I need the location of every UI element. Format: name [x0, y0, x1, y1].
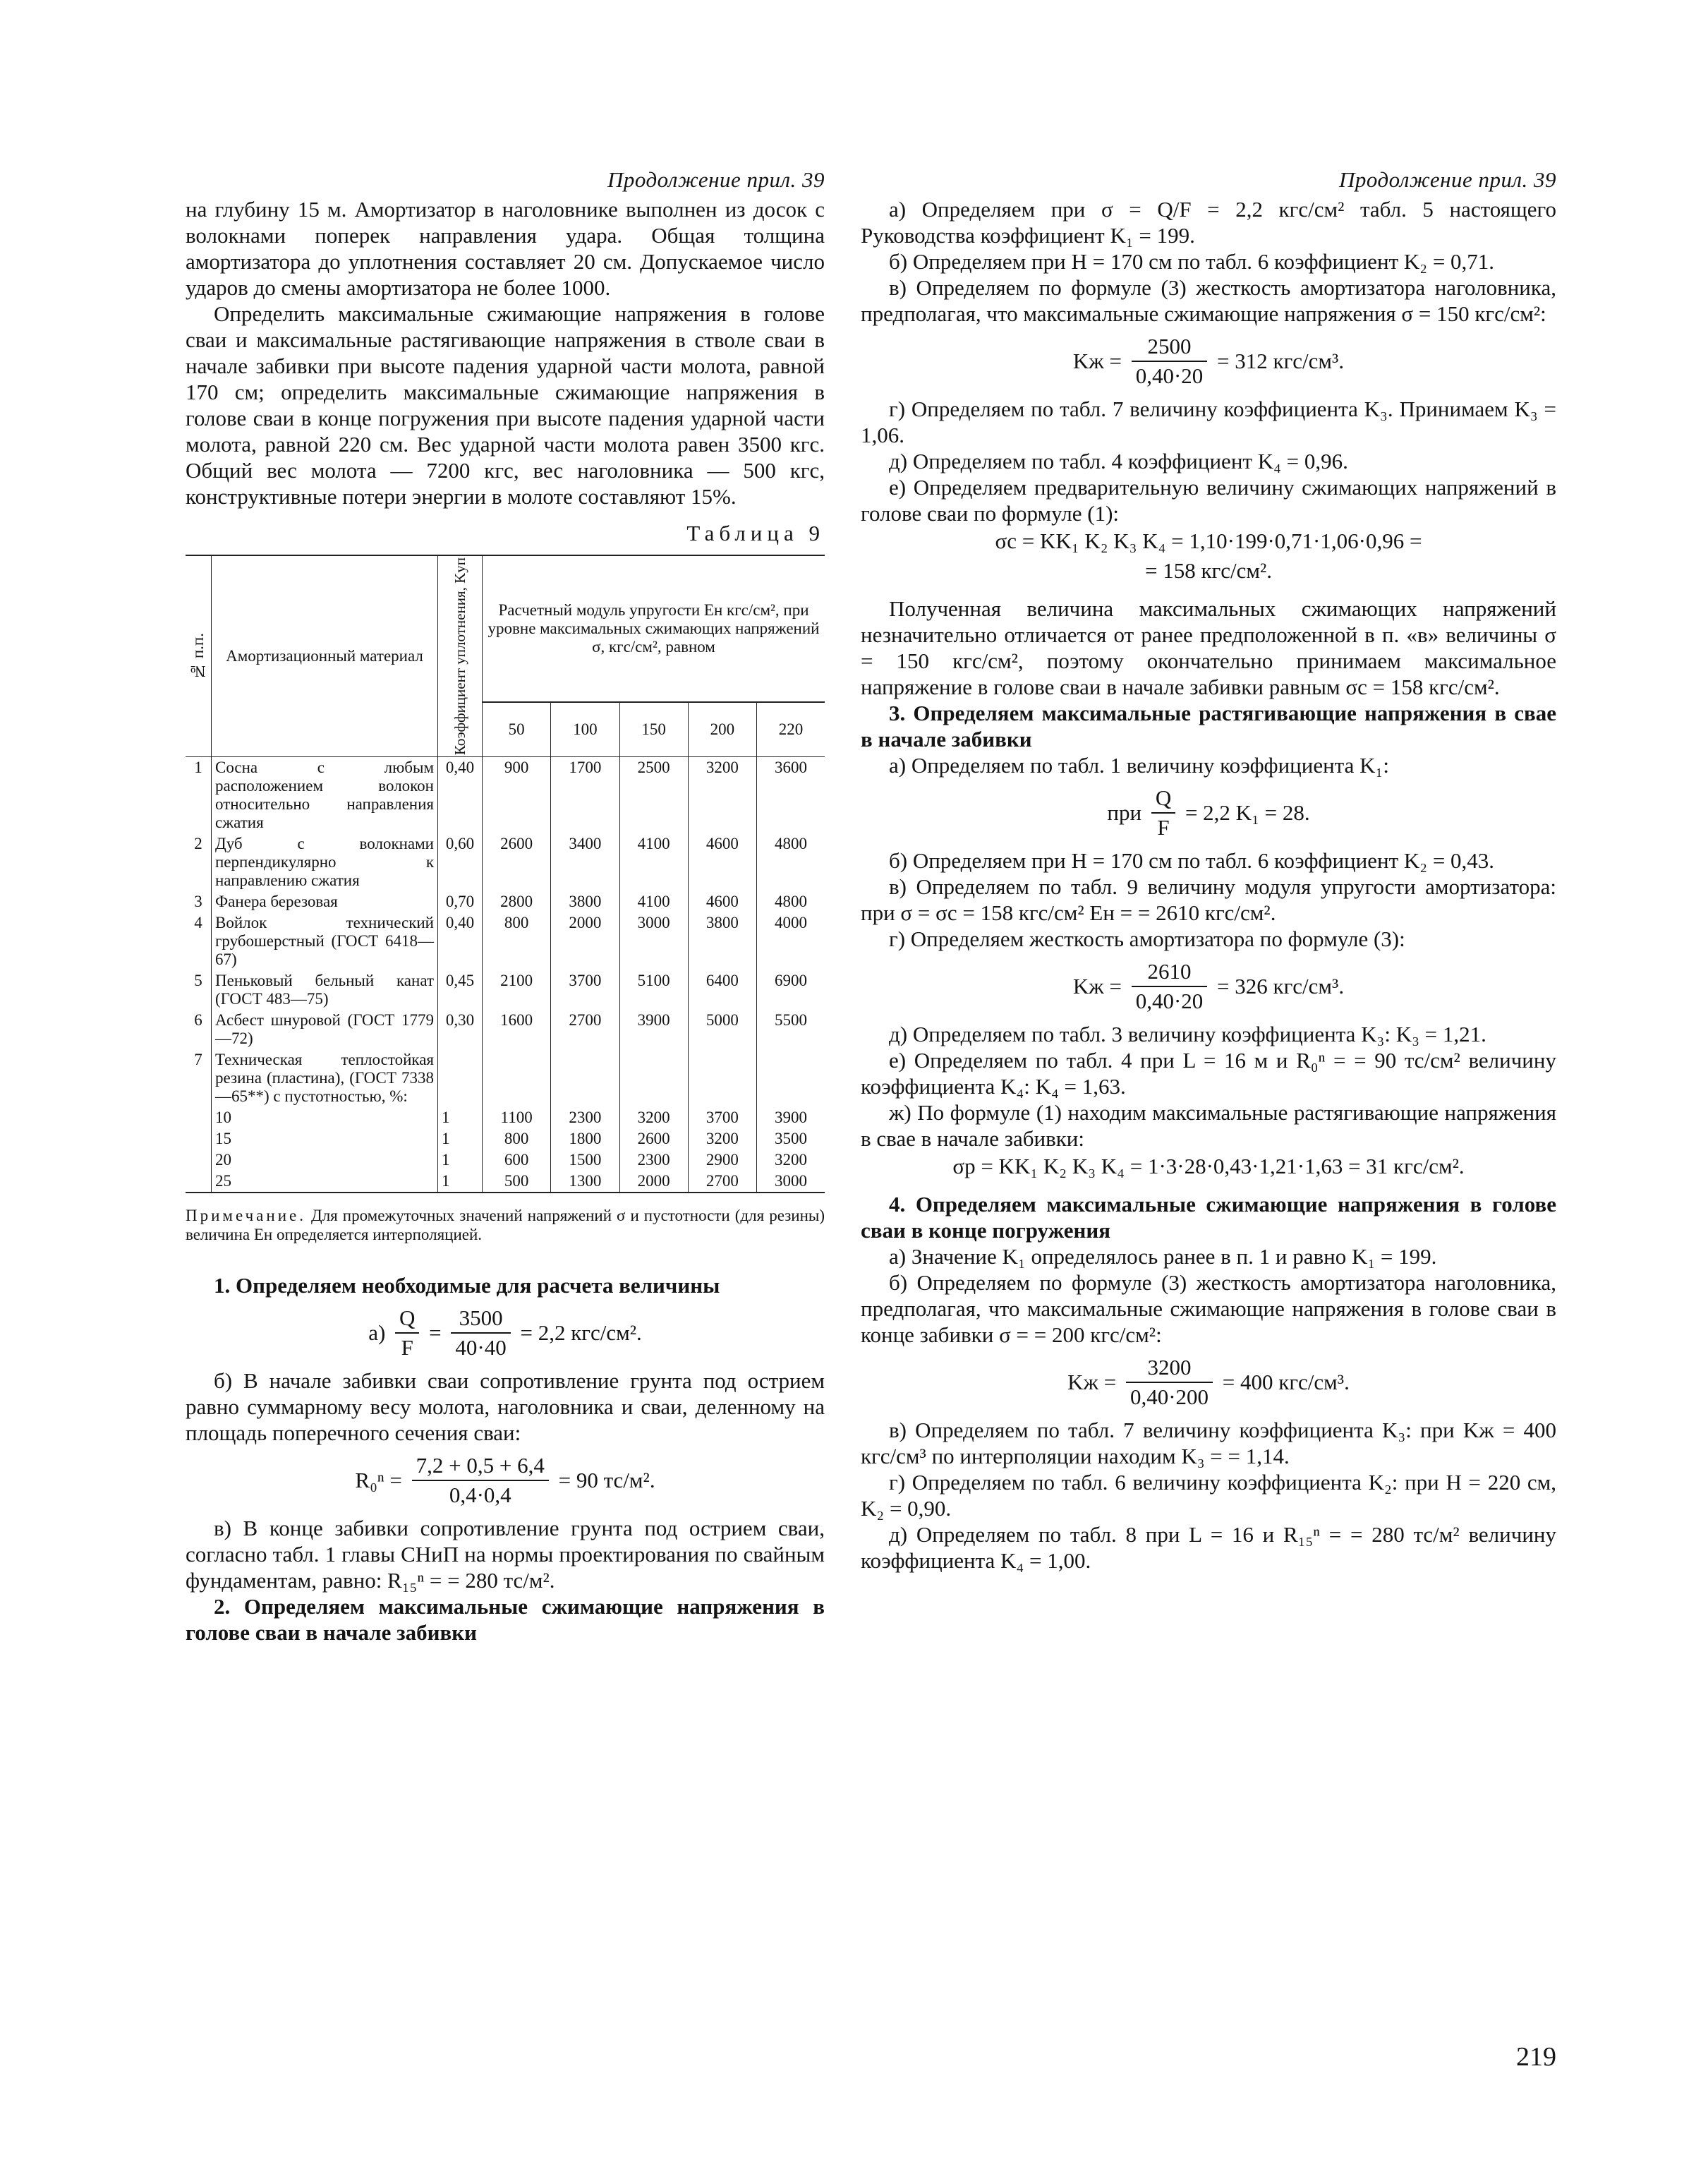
- value-cell: 1600: [483, 1010, 551, 1049]
- table-row: [186, 1149, 825, 1171]
- value-cell: 1800: [551, 1128, 619, 1149]
- value-cell: 800: [483, 912, 551, 970]
- value-cell: 3700: [688, 1107, 756, 1128]
- row-number: 6: [186, 1010, 212, 1049]
- paragraph: б) В начале забивки сваи сопротивление грунта под острием равно суммарному весу молота, наголовника и сваи, деленному на площадь поперечного сечения сваи:: [186, 1368, 825, 1446]
- formula-result: = 2,2 K₁ = 28.: [1185, 800, 1310, 825]
- value-cell: 6400: [688, 970, 756, 1010]
- value-cell: 2100: [483, 970, 551, 1010]
- equation-sigma-c: σc = KK₁ K₂ K₃ K₄ = 1,10·199·0,71·1,06·0,96 =: [995, 529, 1422, 553]
- kup-cell: 0,60: [438, 833, 483, 891]
- row-number: 4: [186, 912, 212, 970]
- table-title: Таблица 9: [686, 521, 825, 545]
- formula-result: = 326 кгс/см³.: [1217, 974, 1345, 998]
- material-cell: Дуб с волокнами перпендикулярно к направлению сжатия: [212, 833, 438, 891]
- value-cell: 6900: [757, 970, 825, 1010]
- material-cell: Войлок технический грубошерстный (ГОСТ 6418—67): [212, 912, 438, 970]
- formula-lhs: R₀ⁿ =: [355, 1468, 402, 1493]
- note-text: Для промежуточных значений напряжений σ и пустотности (для резины) величина Eн определяется интерполяцией.: [186, 1207, 825, 1244]
- kup-cell: 0,45: [438, 970, 483, 1010]
- kup-cell: 0,40: [438, 912, 483, 970]
- table-row: [186, 1010, 825, 1049]
- paragraph: а) Определяем по табл. 1 величину коэффициента K₁:: [889, 753, 1389, 778]
- table-row: [186, 891, 825, 912]
- running-header-right: Продолжение прил. 39: [1339, 167, 1556, 192]
- value-cell: 3000: [619, 912, 688, 970]
- value-cell: 3000: [757, 1171, 825, 1193]
- value-cell: 600: [483, 1149, 551, 1171]
- value-cell: 4100: [619, 833, 688, 891]
- row-number: 7: [186, 1049, 212, 1107]
- material-cell: Пеньковый бельный канат (ГОСТ 483—75): [212, 970, 438, 1010]
- table-row: [186, 1171, 825, 1193]
- fraction: $\frac{3200}{0,40\cdot 200}$: [1126, 1355, 1213, 1410]
- value-cell: 4800: [757, 833, 825, 891]
- kup-cell: 1: [438, 1128, 483, 1149]
- formula-result: = 400 кгс/см³.: [1222, 1370, 1350, 1394]
- stress-level-header: 200: [688, 702, 756, 757]
- left-column: [186, 168, 825, 1646]
- paragraph: г) Определяем жесткость амортизатора по формуле (3):: [889, 926, 1405, 951]
- porosity-cell: 10: [212, 1107, 438, 1128]
- fraction: $\frac{Q}{F}$: [1151, 785, 1175, 840]
- col-header-number: [186, 555, 212, 757]
- value-cell: 2600: [483, 833, 551, 891]
- value-cell: 5100: [619, 970, 688, 1010]
- formula-q-over-f: а) $\frac{Q}{F}$ = $\frac{3500}{40\cdot 40}$ = 2,2 кгс/см².: [368, 1305, 642, 1360]
- paragraph: д) Определяем по табл. 3 величину коэффициента K₃: K₃ = 1,21.: [889, 1022, 1486, 1046]
- row-number: 1: [186, 757, 212, 834]
- right-column: [861, 168, 1556, 1574]
- value-cell: 3700: [551, 970, 619, 1010]
- section-heading-3: 3. Определяем максимальные растягивающие напряжения в свае в начале забивки: [861, 701, 1556, 751]
- section-heading-1: 1. Определяем необходимые для расчета величины: [214, 1273, 720, 1298]
- col-header-kup-text: Коэффициент уплотнения, Kуп: [452, 557, 468, 756]
- fraction: $\frac{2610}{0,40\cdot 20}$: [1132, 959, 1208, 1014]
- table-row: [186, 757, 825, 834]
- equation-sigma-p: σр = KK₁ K₂ K₃ K₄ = 1·3·28·0,43·1,21·1,63 = 31 кгс/см².: [952, 1154, 1465, 1178]
- paragraph: б) Определяем по формуле (3) жесткость амортизатора наголовника, предполагая, что максимальные сжимающие напряжения в голове сваи в конце забивки σ = = 200 кгс/см²:: [861, 1270, 1556, 1347]
- paragraph: д) Определяем по табл. 4 коэффициент K₄ = 0,96.: [889, 449, 1348, 473]
- formula-result: = 312 кгс/см³.: [1217, 349, 1345, 373]
- value-cell: 3200: [688, 757, 756, 834]
- table-row: [186, 912, 825, 970]
- page-number: 219: [1516, 2042, 1556, 2072]
- porosity-cell: 20: [212, 1149, 438, 1171]
- value-cell: 3200: [619, 1107, 688, 1128]
- value-cell: 4600: [688, 891, 756, 912]
- value-cell: 2000: [551, 912, 619, 970]
- table-row: [186, 1049, 825, 1107]
- fraction: $\frac{3500}{40\cdot 40}$: [451, 1305, 510, 1360]
- porosity-cell: 25: [212, 1171, 438, 1193]
- value-cell: 3200: [688, 1128, 756, 1149]
- value-cell: 4100: [619, 891, 688, 912]
- porosity-cell: 15: [212, 1128, 438, 1149]
- table-9: [186, 555, 825, 1193]
- value-cell: 800: [483, 1128, 551, 1149]
- section-heading-2: 2. Определяем максимальные сжимающие напряжения в голове сваи в начале забивки: [186, 1594, 825, 1646]
- paragraph: а) Значение K₁ определялось ранее в п. 1 и равно K₁ = 199.: [889, 1244, 1437, 1269]
- kup-cell: 1: [438, 1107, 483, 1128]
- value-cell: 3500: [757, 1128, 825, 1149]
- paragraph: Полученная величина максимальных сжимающих напряжений незначительно отличается от ранее предположенной в п. «в» величины σ = 150 кгс/см², поэтому окончательно принимаем максимальное напряжение в голове сваи в начале забивки равным σc = 158 кгс/см².: [861, 596, 1556, 699]
- formula-r0: [186, 1453, 825, 1508]
- value-cell: 3200: [757, 1149, 825, 1171]
- paragraph: д) Определяем по табл. 8 при L = 16 и R₁₅ⁿ = = 280 тс/м² величину коэффициента K₄ = 1,00.: [861, 1522, 1556, 1573]
- material-cell: Сосна с любым расположением волокон относительно направления сжатия: [212, 757, 438, 834]
- value-cell: 3400: [551, 833, 619, 891]
- kup-cell: 0,40: [438, 757, 483, 834]
- table-row: [186, 1107, 825, 1128]
- value-cell: 2500: [619, 757, 688, 834]
- value-cell: 1500: [551, 1149, 619, 1171]
- paragraph: в) Определяем по табл. 9 величину модуля упругости амортизатора: при σ = σc = 158 кгс/см² Eн = = 2610 кгс/см².: [861, 874, 1556, 925]
- value-cell: 1700: [551, 757, 619, 834]
- formula-label: а): [368, 1320, 386, 1346]
- value-cell: 2300: [619, 1149, 688, 1171]
- paragraph: в) В конце забивки сопротивление грунта под острием сваи, согласно табл. 1 главы СНиП на нормы проектирования по свайным фундаментам, равно: R₁₅ⁿ = = 280 тс/м².: [186, 1516, 825, 1593]
- value-cell: 2600: [619, 1128, 688, 1149]
- kup-cell: 0,70: [438, 891, 483, 912]
- stress-level-header: 50: [483, 702, 551, 757]
- stress-level-header: 150: [619, 702, 688, 757]
- formula-result: = 90 тс/м².: [558, 1468, 655, 1493]
- table-row: [186, 833, 825, 891]
- table-row: [186, 1128, 825, 1149]
- value-cell: 5500: [757, 1010, 825, 1049]
- value-cell: 1300: [551, 1171, 619, 1193]
- fraction: $\frac{2500}{0,40\cdot 20}$: [1132, 334, 1208, 389]
- paragraph: а) Определяем при σ = Q/F = 2,2 кгс/см² табл. 5 настоящего Руководства коэффициент K₁ = 199.: [861, 197, 1556, 248]
- formula-kzh-1: [861, 334, 1556, 389]
- formula-k1: [861, 785, 1556, 840]
- section-heading-4: 4. Определяем максимальные сжимающие напряжения в голове сваи в конце погружения: [861, 1192, 1556, 1243]
- value-cell: 2000: [619, 1171, 688, 1193]
- paragraph: в) Определяем по табл. 7 величину коэффициента K₃: при Kж = 400 кгс/см³ по интерполяции находим K₃ = = 1,14.: [861, 1418, 1556, 1468]
- paragraph: г) Определяем по табл. 6 величину коэффициента K₂: при H = 220 см, K₂ = 0,90.: [861, 1470, 1556, 1521]
- row-number: 5: [186, 970, 212, 1010]
- row-number: 3: [186, 891, 212, 912]
- value-cell: 3900: [619, 1010, 688, 1049]
- stress-level-header: 220: [757, 702, 825, 757]
- value-cell: 2700: [688, 1171, 756, 1193]
- stress-level-header: 100: [551, 702, 619, 757]
- equation-sigma-c-result: = 158 кгс/см².: [1144, 558, 1273, 583]
- fraction: $\frac{7,2 + 0,5 + 6,4}{0,4\cdot 0,4}$: [412, 1453, 549, 1508]
- value-cell: 900: [483, 757, 551, 834]
- paragraph: б) Определяем при H = 170 см по табл. 6 коэффициент K₂ = 0,71.: [889, 249, 1495, 274]
- material-cell: Асбест шнуровой (ГОСТ 1779—72): [212, 1010, 438, 1049]
- kup-cell: 1: [438, 1171, 483, 1193]
- formula-lhs: Kж =: [1072, 349, 1122, 373]
- formula-lhs: Kж =: [1067, 1370, 1117, 1394]
- value-cell: 3800: [551, 891, 619, 912]
- paragraph: Определить максимальные сжимающие напряжения в голове сваи и максимальные растягивающие напряжения в стволе сваи в начале забивки при высоте падения ударной части молота, равной 170 см; определить максимальные сжимающие напряжения в голове сваи в конце погружения при высоте падения ударной части молота, равной 220 см. Вес ударной части молота равен 3500 кгс. Общий вес молота — 7200 кгс, вес наголовника — 500 кгс, конструктивные потери энергии в молоте составляют 15%.: [186, 301, 825, 509]
- fraction: $\frac{Q}{F}$: [395, 1305, 419, 1360]
- running-header-left: Продолжение прил. 39: [607, 167, 825, 192]
- col-header-material: Амортизационный материал: [212, 555, 438, 757]
- value-cell: 2700: [551, 1010, 619, 1049]
- value-cell: 3800: [688, 912, 756, 970]
- note-label: Примечание.: [186, 1207, 306, 1225]
- col-header-modulus: Расчетный модуль упругости Eн кгс/см², при уровне максимальных сжимающих напряжений σ, кгс/см², равном: [483, 555, 825, 702]
- paragraph: на глубину 15 м. Амортизатор в наголовнике выполнен из досок с волокнами поперек направления удара. Общая толщина амортизатора до уплотнения составляет 20 см. Допускаемое число ударов до смены амортизатора не более 1000.: [186, 197, 825, 300]
- paragraph: б) Определяем при H = 170 см по табл. 6 коэффициент K₂ = 0,43.: [889, 848, 1495, 873]
- value-cell: 4600: [688, 833, 756, 891]
- formula-prefix: при: [1107, 800, 1142, 825]
- formula-result: = 2,2 кгс/см².: [520, 1320, 642, 1346]
- value-cell: 2300: [551, 1107, 619, 1128]
- material-cell: Фанера березовая: [212, 891, 438, 912]
- value-cell: 1100: [483, 1107, 551, 1128]
- value-cell: 500: [483, 1171, 551, 1193]
- kup-cell: 1: [438, 1149, 483, 1171]
- paragraph: в) Определяем по формуле (3) жесткость амортизатора наголовника, предполагая, что максимальные сжимающие напряжения σ = 150 кгс/см²:: [861, 275, 1556, 326]
- value-cell: 4000: [757, 912, 825, 970]
- col-header-kup: [438, 555, 483, 757]
- material-cell: Техническая теплостойкая резина (пластина), (ГОСТ 7338—65**) с пустотностью, %:: [212, 1049, 438, 1107]
- value-cell: 2900: [688, 1149, 756, 1171]
- paragraph: е) Определяем по табл. 4 при L = 16 м и R₀ⁿ = = 90 тс/см² величину коэффициента K₄: K₄ = 1,63.: [861, 1048, 1556, 1099]
- formula-lhs: Kж =: [1072, 974, 1122, 998]
- value-cell: 3600: [757, 757, 825, 834]
- value-cell: 3900: [757, 1107, 825, 1128]
- kup-cell: 0,30: [438, 1010, 483, 1049]
- col-header-number-text: № п.п.: [189, 632, 207, 680]
- value-cell: 2800: [483, 891, 551, 912]
- value-cell: 4800: [757, 891, 825, 912]
- row-number: 2: [186, 833, 212, 891]
- value-cell: 5000: [688, 1010, 756, 1049]
- formula-kzh-3: [861, 1355, 1556, 1410]
- paragraph: ж) По формуле (1) находим максимальные растягивающие напряжения в свае в начале забивки:: [861, 1100, 1556, 1151]
- formula-kzh-2: [861, 959, 1556, 1014]
- table-note: [186, 1206, 825, 1244]
- paragraph: е) Определяем предварительную величину сжимающих напряжений в голове сваи по формуле (1):: [861, 475, 1556, 526]
- paragraph: г) Определяем по табл. 7 величину коэффициента K₃. Принимаем K₃ = 1,06.: [861, 397, 1556, 447]
- table-row: [186, 970, 825, 1010]
